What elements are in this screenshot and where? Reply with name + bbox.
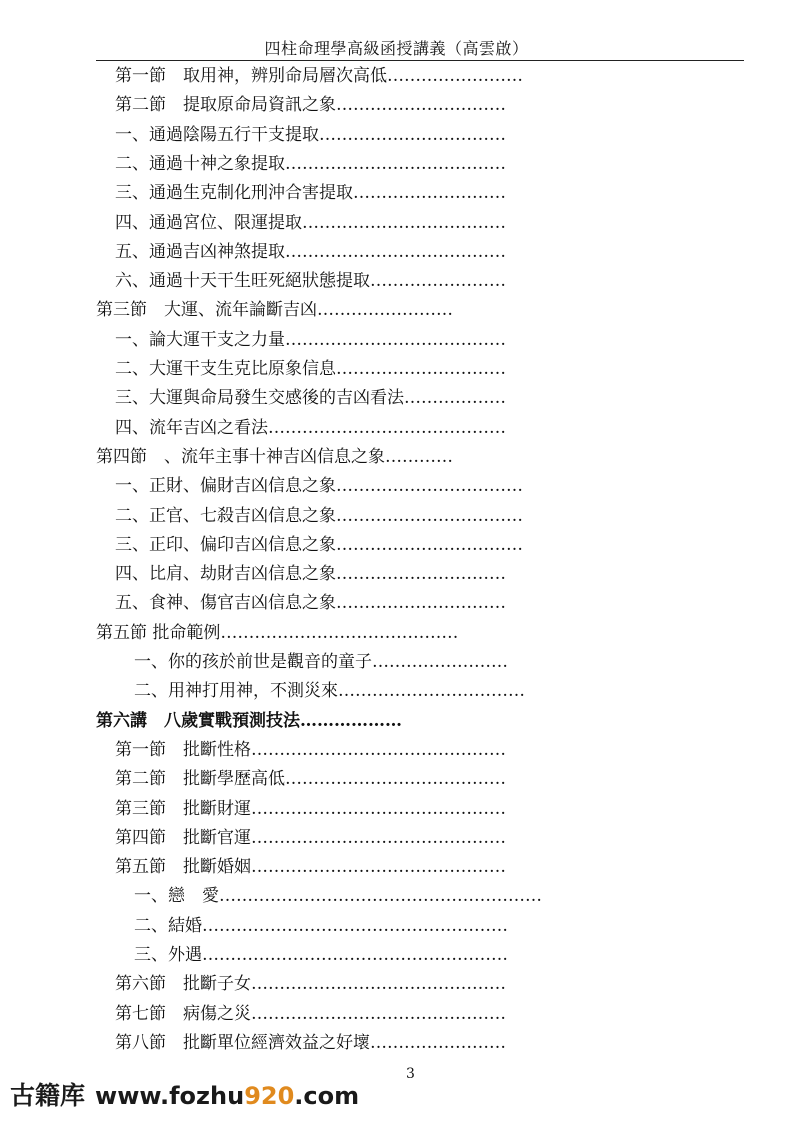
toc-entry: 六、通過十天干生旺死絕狀態提取……………………	[115, 271, 506, 291]
toc-entry: 第五節 批斷婚姻………………………………………	[115, 857, 506, 877]
toc-entry: 第二節 提取原命局資訊之象…………………………	[115, 95, 506, 115]
toc-entry: 二、正官、七殺吉凶信息之象……………………………	[115, 506, 523, 526]
watermark-url-prefix: www.fozhu	[95, 1082, 245, 1110]
toc-entry: 一、你的孩於前世是觀音的童子……………………	[134, 652, 508, 672]
toc-entry: 二、結婚………………………………………………	[134, 916, 508, 936]
watermark-url-suffix: .com	[294, 1082, 360, 1110]
toc-entry: 一、正財、偏財吉凶信息之象……………………………	[115, 476, 523, 496]
toc-entry: 第七節 病傷之災………………………………………	[115, 1004, 506, 1024]
toc-entry: 四、通過宮位、限運提取………………………………	[115, 213, 506, 233]
watermark-url-number: 920	[244, 1082, 295, 1110]
toc-entry: 第四節 、流年主事十神吉凶信息之象…………	[96, 447, 453, 467]
toc-entry: 五、食神、傷官吉凶信息之象…………………………	[115, 593, 506, 613]
toc-entry: 第八節 批斷單位經濟效益之好壞……………………	[115, 1033, 506, 1053]
toc-entry: 第六講 八歲實戰預測技法………………	[96, 711, 402, 731]
toc-entry: 第五節 批命範例……………………………………	[96, 623, 459, 643]
toc-entry: 四、比肩、劫財吉凶信息之象…………………………	[115, 564, 506, 584]
toc-entry: 二、通過十神之象提取…………………………………	[115, 154, 506, 174]
toc-entry: 三、正印、偏印吉凶信息之象……………………………	[115, 535, 523, 555]
toc-entry: 三、大運與命局發生交感後的吉凶看法………………	[115, 388, 506, 408]
toc-entry: 二、大運干支生克比原象信息…………………………	[115, 359, 506, 379]
toc-entry: 五、通過吉凶神煞提取…………………………………	[115, 242, 506, 262]
watermark-brand: 古籍库	[10, 1081, 86, 1110]
toc-entry: 一、論大運干支之力量…………………………………	[115, 330, 506, 350]
toc-entry: 第一節 批斷性格………………………………………	[115, 740, 506, 760]
toc-entry: 三、外遇………………………………………………	[134, 945, 508, 965]
toc-entry: 第二節 批斷學歷高低…………………………………	[115, 769, 506, 789]
page-number: 3	[406, 1066, 415, 1082]
toc-entry: 一、通過陰陽五行干支提取……………………………	[115, 125, 506, 145]
toc-entry: 第六節 批斷子女………………………………………	[115, 974, 506, 994]
toc-entry: 一、戀 愛…………………………………………………	[134, 886, 542, 906]
toc-entry: 四、流年吉凶之看法……………………………………	[115, 418, 506, 438]
toc-entry: 第一節 取用神，辨別命局層次高低……………………	[115, 66, 523, 86]
toc-entry: 二、用神打用神，不測災來……………………………	[134, 681, 525, 701]
toc-entry: 第三節 大運、流年論斷吉凶……………………	[96, 300, 453, 320]
toc-entry: 第四節 批斷官運………………………………………	[115, 828, 506, 848]
toc-entry: 三、通過生克制化刑沖合害提取………………………	[115, 183, 506, 203]
toc-entry: 第三節 批斷財運………………………………………	[115, 799, 506, 819]
document-header-title: 四柱命理學高級函授講義（高雲啟）	[264, 39, 529, 58]
header-divider	[96, 60, 744, 61]
site-watermark	[10, 1078, 359, 1114]
